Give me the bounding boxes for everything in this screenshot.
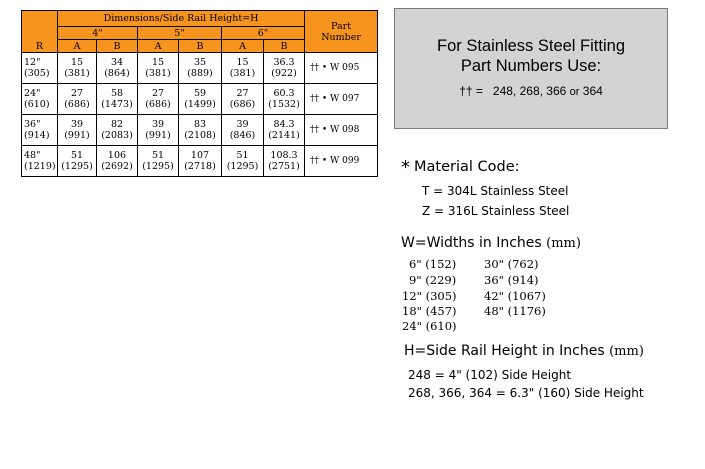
width-item: 30" (762) <box>484 257 539 271</box>
width-item: 42" (1067) <box>484 289 546 303</box>
row-r-cell: 12" (305) <box>22 53 58 84</box>
width-item: 6" (152) <box>409 257 457 271</box>
width-item: 12" (305) <box>402 289 457 303</box>
col-b-header: B <box>179 40 222 53</box>
row-r-cell: 24" (610) <box>22 84 58 115</box>
table-cell: 58 (1473) <box>97 84 138 115</box>
part-number-cell: †† • W 095 <box>305 53 378 84</box>
width-item: 9" (229) <box>409 273 457 287</box>
table-cell: 51 (1295) <box>138 146 179 177</box>
col-b-header: B <box>97 40 138 53</box>
col-b-header: B <box>264 40 305 53</box>
table-cell: 83 (2108) <box>179 115 222 146</box>
table-cell: 39 (991) <box>138 115 179 146</box>
height-line-1: 248 = 4" (102) Side Height <box>408 368 572 382</box>
table-cell: 27 (686) <box>58 84 97 115</box>
or-text: or <box>569 86 580 98</box>
table-row <box>22 84 378 115</box>
table-cell: 15 (381) <box>138 53 179 84</box>
table-cell: 51 (1295) <box>58 146 97 177</box>
asterisk: * <box>401 157 410 178</box>
height-line-2: 268, 366, 364 = 6.3" (160) Side Height <box>408 386 644 400</box>
table-cell: 34 (864) <box>97 53 138 84</box>
table-cell: 60.3 (1532) <box>264 84 305 115</box>
material-code-heading: * Material Code: <box>401 157 520 178</box>
dimensions-header: Dimensions/Side Rail Height=H <box>58 11 305 27</box>
width-item: 24" (610) <box>402 319 457 333</box>
col-r-header: R <box>22 11 58 53</box>
table-cell: 59 (1499) <box>179 84 222 115</box>
table-cell: 107 (2718) <box>179 146 222 177</box>
col-a-header: A <box>58 40 97 53</box>
stainless-numbers: 248, 268, 366 <box>492 84 567 98</box>
table-row <box>22 53 378 84</box>
stainless-number-last: 364 <box>582 84 603 98</box>
width-item: 18" (457) <box>402 304 457 318</box>
part-number-cell: †† • W 097 <box>305 84 378 115</box>
table-cell: 82 (2083) <box>97 115 138 146</box>
table-cell: 106 (2692) <box>97 146 138 177</box>
table-cell: 15 (381) <box>222 53 264 84</box>
table-row <box>22 146 378 177</box>
height-5-header: 5" <box>138 27 222 40</box>
table-cell: 108.3 (2751) <box>264 146 305 177</box>
height-6-header: 6" <box>222 27 305 40</box>
table-cell: 27 (686) <box>138 84 179 115</box>
info-title-line1: For Stainless Steel Fitting <box>437 37 625 55</box>
info-title-line2: Part Numbers Use: <box>460 57 602 75</box>
stainless-info-box <box>394 8 668 129</box>
widths-heading: W=Widths in Inches (mm) <box>401 235 581 251</box>
table-row <box>22 115 378 146</box>
col-a-header: A <box>222 40 264 53</box>
part-number-header: Part Number <box>305 11 378 53</box>
material-t-line: T = 304L Stainless Steel <box>422 184 569 198</box>
row-r-cell: 36" (914) <box>22 115 58 146</box>
table-cell: 15 (381) <box>58 53 97 84</box>
part-number-cell: †† • W 099 <box>305 146 378 177</box>
table-cell: 51 (1295) <box>222 146 264 177</box>
col-a-header: A <box>138 40 179 53</box>
material-z-line: Z = 316L Stainless Steel <box>422 204 570 218</box>
dimensions-table <box>21 10 378 177</box>
height-4-header: 4" <box>58 27 138 40</box>
height-heading: H=Side Rail Height in Inches (mm) <box>404 343 644 359</box>
table-cell: 27 (686) <box>222 84 264 115</box>
dagger-symbol: †† = <box>459 84 483 98</box>
table-cell: 84.3 (2141) <box>264 115 305 146</box>
table-cell: 39 (991) <box>58 115 97 146</box>
row-r-cell: 48" (1219) <box>22 146 58 177</box>
info-part-numbers <box>395 84 667 98</box>
table-cell: 39 (846) <box>222 115 264 146</box>
part-number-cell: †† • W 098 <box>305 115 378 146</box>
width-item: 48" (1176) <box>484 304 546 318</box>
table-cell: 35 (889) <box>179 53 222 84</box>
width-item: 36" (914) <box>484 273 539 287</box>
table-cell: 36.3 (922) <box>264 53 305 84</box>
